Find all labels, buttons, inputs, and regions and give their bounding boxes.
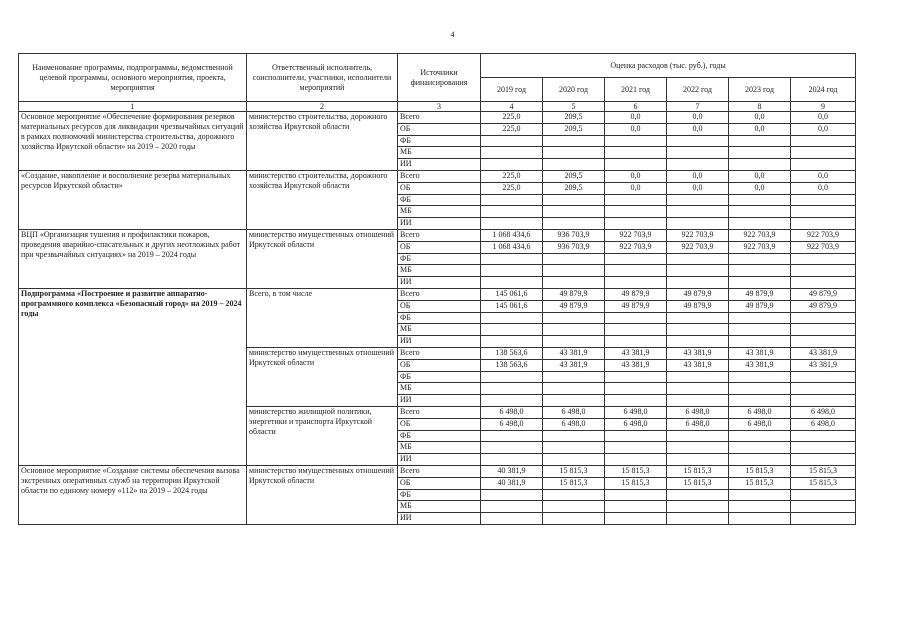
value-cell: 936 703,9	[543, 241, 605, 253]
source-cell: ИИ	[398, 395, 481, 407]
value-cell	[791, 277, 856, 289]
value-cell	[543, 147, 605, 159]
value-cell	[729, 430, 791, 442]
value-cell	[605, 147, 667, 159]
value-cell	[729, 324, 791, 336]
value-cell: 49 879,9	[791, 300, 856, 312]
value-cell: 49 879,9	[667, 300, 729, 312]
source-cell: ИИ	[398, 513, 481, 525]
value-cell: 6 498,0	[791, 418, 856, 430]
value-cell	[791, 147, 856, 159]
value-cell	[791, 324, 856, 336]
value-cell: 49 879,9	[605, 288, 667, 300]
value-cell	[605, 501, 667, 513]
value-cell	[791, 312, 856, 324]
program-name-cell: Основное мероприятие «Обеспечение формирования резервов материальных ресурсов для ликвидации чрезвычайных ситуаций в рамках полномочий министерства строительства, дорожного хозяйства Иркутской области» на 2019 – 2020 годы	[19, 112, 247, 171]
value-cell	[481, 324, 543, 336]
value-cell	[791, 454, 856, 466]
source-cell: ИИ	[398, 454, 481, 466]
value-cell	[729, 312, 791, 324]
program-name-cell: ВЦП «Организация тушения и профилактики пожаров, проведения аварийно-спасательных и других неотложных работ при чрезвычайных ситуациях» на 2019 – 2024 годы	[19, 229, 247, 288]
source-cell: МБ	[398, 383, 481, 395]
value-cell	[481, 383, 543, 395]
value-cell: 49 879,9	[667, 288, 729, 300]
value-cell	[605, 253, 667, 265]
executor-cell: министерство строительства, дорожного хозяйства Иркутской области	[247, 170, 398, 229]
value-cell: 225,0	[481, 123, 543, 135]
index-cell: 4	[481, 102, 543, 112]
value-cell	[667, 336, 729, 348]
value-cell: 0,0	[729, 123, 791, 135]
value-cell	[481, 147, 543, 159]
value-cell: 43 381,9	[791, 347, 856, 359]
program-name-cell: «Создание, накопление и восполнение резерва материальных ресурсов Иркутской области»	[19, 170, 247, 229]
value-cell: 15 815,3	[667, 465, 729, 477]
value-cell	[729, 218, 791, 230]
page-number: 4	[450, 30, 455, 39]
value-cell	[481, 312, 543, 324]
value-cell: 922 703,9	[729, 229, 791, 241]
executor-cell: министерство имущественных отношений Иркутской области	[247, 347, 398, 406]
value-cell: 43 381,9	[791, 359, 856, 371]
value-cell	[729, 395, 791, 407]
value-cell: 49 879,9	[543, 288, 605, 300]
value-cell	[481, 489, 543, 501]
source-cell: ФБ	[398, 253, 481, 265]
value-cell	[481, 501, 543, 513]
value-cell: 49 879,9	[729, 300, 791, 312]
value-cell	[481, 371, 543, 383]
header-expenses: Оценка расходов (тыс. руб.), годы	[481, 54, 856, 78]
value-cell: 43 381,9	[605, 359, 667, 371]
value-cell: 15 815,3	[791, 477, 856, 489]
table-row	[19, 465, 856, 477]
value-cell	[791, 135, 856, 147]
value-cell: 40 381,9	[481, 477, 543, 489]
value-cell	[543, 336, 605, 348]
value-cell: 0,0	[729, 170, 791, 182]
value-cell: 6 498,0	[543, 418, 605, 430]
value-cell: 43 381,9	[729, 359, 791, 371]
source-cell: ОБ	[398, 359, 481, 371]
value-cell	[543, 454, 605, 466]
source-cell: Всего	[398, 170, 481, 182]
value-cell: 0,0	[729, 182, 791, 194]
value-cell	[481, 159, 543, 171]
value-cell	[729, 383, 791, 395]
value-cell	[729, 194, 791, 206]
value-cell	[481, 135, 543, 147]
value-cell	[729, 265, 791, 277]
source-cell: МБ	[398, 442, 481, 454]
value-cell	[543, 159, 605, 171]
header-executor: Ответственный исполнитель, соисполнители, участники, исполнители мероприятий	[247, 54, 398, 102]
value-cell: 922 703,9	[729, 241, 791, 253]
value-cell: 43 381,9	[667, 359, 729, 371]
value-cell	[605, 489, 667, 501]
value-cell: 922 703,9	[791, 241, 856, 253]
value-cell	[605, 442, 667, 454]
value-cell	[729, 253, 791, 265]
value-cell	[791, 253, 856, 265]
value-cell: 15 815,3	[729, 477, 791, 489]
value-cell	[543, 383, 605, 395]
value-cell: 209,5	[543, 112, 605, 124]
source-cell: Всего	[398, 347, 481, 359]
value-cell: 0,0	[729, 112, 791, 124]
value-cell: 1 068 434,6	[481, 241, 543, 253]
value-cell: 225,0	[481, 112, 543, 124]
value-cell	[543, 324, 605, 336]
source-cell: ИИ	[398, 336, 481, 348]
value-cell	[481, 395, 543, 407]
value-cell	[605, 336, 667, 348]
value-cell: 15 815,3	[667, 477, 729, 489]
header-source: Источники финансирования	[398, 54, 481, 102]
value-cell	[605, 206, 667, 218]
value-cell: 43 381,9	[543, 347, 605, 359]
value-cell: 0,0	[791, 182, 856, 194]
value-cell: 6 498,0	[791, 406, 856, 418]
value-cell: 0,0	[791, 170, 856, 182]
value-cell	[667, 206, 729, 218]
value-cell	[791, 513, 856, 525]
source-cell: ИИ	[398, 159, 481, 171]
value-cell	[667, 383, 729, 395]
source-cell: ОБ	[398, 477, 481, 489]
value-cell	[605, 194, 667, 206]
value-cell: 0,0	[605, 182, 667, 194]
value-cell: 0,0	[667, 112, 729, 124]
value-cell: 0,0	[667, 170, 729, 182]
value-cell	[481, 454, 543, 466]
source-cell: ОБ	[398, 123, 481, 135]
value-cell: 0,0	[605, 170, 667, 182]
value-cell: 209,5	[543, 170, 605, 182]
value-cell	[543, 312, 605, 324]
value-cell: 43 381,9	[543, 359, 605, 371]
value-cell	[605, 454, 667, 466]
value-cell: 40 381,9	[481, 465, 543, 477]
value-cell	[667, 454, 729, 466]
value-cell	[481, 277, 543, 289]
value-cell	[543, 489, 605, 501]
value-cell: 138 563,6	[481, 347, 543, 359]
value-cell: 922 703,9	[667, 241, 729, 253]
value-cell	[729, 159, 791, 171]
value-cell	[791, 336, 856, 348]
value-cell	[543, 371, 605, 383]
program-name-cell: Подпрограмма «Построение и развитие аппаратно-программного комплекса «Безопасный город» на 2019 – 2024 годы	[19, 288, 247, 465]
source-cell: Всего	[398, 465, 481, 477]
value-cell	[543, 218, 605, 230]
value-cell: 1 068 434,6	[481, 229, 543, 241]
value-cell: 15 815,3	[791, 465, 856, 477]
value-cell	[605, 324, 667, 336]
value-cell	[667, 265, 729, 277]
source-cell: ОБ	[398, 241, 481, 253]
executor-cell: министерство жилищной политики, энергетики и транспорта Иркутской области	[247, 406, 398, 465]
value-cell: 15 815,3	[543, 465, 605, 477]
value-cell	[667, 501, 729, 513]
value-cell	[605, 277, 667, 289]
program-name-cell: Основное мероприятие «Создание системы обеспечения вызова экстренных оперативных служб на территории Иркутской области по единому номеру «112» на 2019 – 2024 годы	[19, 465, 247, 524]
value-cell	[605, 218, 667, 230]
value-cell	[791, 442, 856, 454]
value-cell	[667, 489, 729, 501]
value-cell: 6 498,0	[605, 406, 667, 418]
value-cell: 6 498,0	[481, 418, 543, 430]
source-cell: Всего	[398, 406, 481, 418]
value-cell: 0,0	[791, 112, 856, 124]
value-cell	[481, 218, 543, 230]
value-cell	[481, 442, 543, 454]
table-row	[19, 229, 856, 241]
value-cell: 15 815,3	[543, 477, 605, 489]
header-year: 2020 год	[543, 78, 605, 102]
value-cell: 0,0	[667, 123, 729, 135]
executor-cell: министерство строительства, дорожного хозяйства Иркутской области	[247, 112, 398, 171]
value-cell	[791, 501, 856, 513]
index-cell: 6	[605, 102, 667, 112]
value-cell	[605, 312, 667, 324]
source-cell: ФБ	[398, 312, 481, 324]
value-cell	[481, 265, 543, 277]
value-cell	[729, 501, 791, 513]
value-cell: 43 381,9	[729, 347, 791, 359]
value-cell	[791, 489, 856, 501]
value-cell	[791, 265, 856, 277]
value-cell	[543, 253, 605, 265]
source-cell: ИИ	[398, 218, 481, 230]
value-cell	[605, 395, 667, 407]
value-cell: 49 879,9	[605, 300, 667, 312]
value-cell	[481, 253, 543, 265]
source-cell: Всего	[398, 112, 481, 124]
value-cell	[605, 371, 667, 383]
value-cell: 0,0	[667, 182, 729, 194]
index-cell: 1	[19, 102, 247, 112]
value-cell	[481, 513, 543, 525]
value-cell	[605, 513, 667, 525]
value-cell	[605, 265, 667, 277]
source-cell: Всего	[398, 288, 481, 300]
value-cell: 43 381,9	[667, 347, 729, 359]
source-cell: МБ	[398, 206, 481, 218]
source-cell: ФБ	[398, 371, 481, 383]
header-year: 2022 год	[667, 78, 729, 102]
value-cell	[729, 336, 791, 348]
value-cell	[543, 206, 605, 218]
value-cell: 6 498,0	[729, 406, 791, 418]
value-cell	[667, 324, 729, 336]
header-year: 2024 год	[791, 78, 856, 102]
value-cell	[791, 159, 856, 171]
value-cell: 6 498,0	[481, 406, 543, 418]
value-cell	[729, 442, 791, 454]
index-cell: 8	[729, 102, 791, 112]
value-cell	[543, 194, 605, 206]
value-cell: 6 498,0	[543, 406, 605, 418]
value-cell: 6 498,0	[729, 418, 791, 430]
value-cell	[481, 336, 543, 348]
value-cell	[729, 513, 791, 525]
value-cell	[605, 430, 667, 442]
source-cell: ФБ	[398, 194, 481, 206]
table-body	[19, 112, 856, 525]
value-cell: 936 703,9	[543, 229, 605, 241]
source-cell: Всего	[398, 229, 481, 241]
value-cell	[543, 430, 605, 442]
table-row	[19, 288, 856, 300]
value-cell: 0,0	[791, 123, 856, 135]
index-cell: 2	[247, 102, 398, 112]
value-cell: 225,0	[481, 182, 543, 194]
source-cell: ОБ	[398, 182, 481, 194]
header-name: Наименование программы, подпрограммы, ведомственной целевой программы, основного мероприятия, проекта, мероприятия	[19, 54, 247, 102]
index-row	[19, 102, 856, 112]
source-cell: МБ	[398, 147, 481, 159]
value-cell	[605, 383, 667, 395]
value-cell	[791, 371, 856, 383]
value-cell	[667, 430, 729, 442]
value-cell	[791, 206, 856, 218]
table-row	[19, 170, 856, 182]
value-cell	[667, 442, 729, 454]
value-cell	[729, 277, 791, 289]
value-cell	[667, 513, 729, 525]
value-cell	[667, 218, 729, 230]
value-cell: 138 563,6	[481, 359, 543, 371]
value-cell: 922 703,9	[667, 229, 729, 241]
value-cell	[543, 135, 605, 147]
value-cell: 922 703,9	[791, 229, 856, 241]
source-cell: МБ	[398, 265, 481, 277]
header-year: 2019 год	[481, 78, 543, 102]
value-cell: 49 879,9	[791, 288, 856, 300]
value-cell	[729, 147, 791, 159]
value-cell	[543, 277, 605, 289]
value-cell	[791, 395, 856, 407]
value-cell	[605, 135, 667, 147]
value-cell	[667, 371, 729, 383]
source-cell: ИИ	[398, 277, 481, 289]
value-cell	[543, 501, 605, 513]
value-cell	[481, 206, 543, 218]
value-cell: 15 815,3	[605, 465, 667, 477]
value-cell	[543, 395, 605, 407]
value-cell	[729, 454, 791, 466]
source-cell: ОБ	[398, 418, 481, 430]
index-cell: 3	[398, 102, 481, 112]
value-cell: 145 061,6	[481, 300, 543, 312]
source-cell: ФБ	[398, 430, 481, 442]
value-cell	[729, 135, 791, 147]
value-cell	[543, 265, 605, 277]
value-cell	[729, 206, 791, 218]
value-cell: 922 703,9	[605, 241, 667, 253]
value-cell	[791, 430, 856, 442]
value-cell: 145 061,6	[481, 288, 543, 300]
source-cell: МБ	[398, 324, 481, 336]
value-cell: 0,0	[605, 123, 667, 135]
value-cell	[791, 383, 856, 395]
value-cell: 49 879,9	[543, 300, 605, 312]
executor-cell: министерство имущественных отношений Иркутской области	[247, 465, 398, 524]
value-cell: 225,0	[481, 170, 543, 182]
source-cell: МБ	[398, 501, 481, 513]
value-cell	[667, 147, 729, 159]
value-cell: 43 381,9	[605, 347, 667, 359]
value-cell	[667, 135, 729, 147]
executor-cell: министерство имущественных отношений Иркутской области	[247, 229, 398, 288]
executor-cell: Всего, в том числе	[247, 288, 398, 347]
source-cell: ОБ	[398, 300, 481, 312]
value-cell	[667, 194, 729, 206]
value-cell	[667, 395, 729, 407]
value-cell: 922 703,9	[605, 229, 667, 241]
value-cell	[667, 312, 729, 324]
value-cell	[791, 218, 856, 230]
expenses-table	[18, 53, 856, 525]
value-cell: 49 879,9	[729, 288, 791, 300]
value-cell	[481, 430, 543, 442]
value-cell	[481, 194, 543, 206]
value-cell: 6 498,0	[605, 418, 667, 430]
index-cell: 9	[791, 102, 856, 112]
index-cell: 5	[543, 102, 605, 112]
value-cell	[543, 442, 605, 454]
value-cell	[667, 159, 729, 171]
header-year: 2021 год	[605, 78, 667, 102]
value-cell: 6 498,0	[667, 418, 729, 430]
value-cell: 209,5	[543, 123, 605, 135]
source-cell: ФБ	[398, 489, 481, 501]
source-cell: ФБ	[398, 135, 481, 147]
value-cell	[729, 371, 791, 383]
value-cell: 15 815,3	[729, 465, 791, 477]
header-year: 2023 год	[729, 78, 791, 102]
value-cell: 6 498,0	[667, 406, 729, 418]
value-cell	[729, 489, 791, 501]
value-cell	[605, 159, 667, 171]
index-cell: 7	[667, 102, 729, 112]
value-cell	[791, 194, 856, 206]
value-cell: 209,5	[543, 182, 605, 194]
value-cell	[667, 253, 729, 265]
table-row	[19, 112, 856, 124]
value-cell	[543, 513, 605, 525]
value-cell: 0,0	[605, 112, 667, 124]
value-cell: 15 815,3	[605, 477, 667, 489]
value-cell	[667, 277, 729, 289]
